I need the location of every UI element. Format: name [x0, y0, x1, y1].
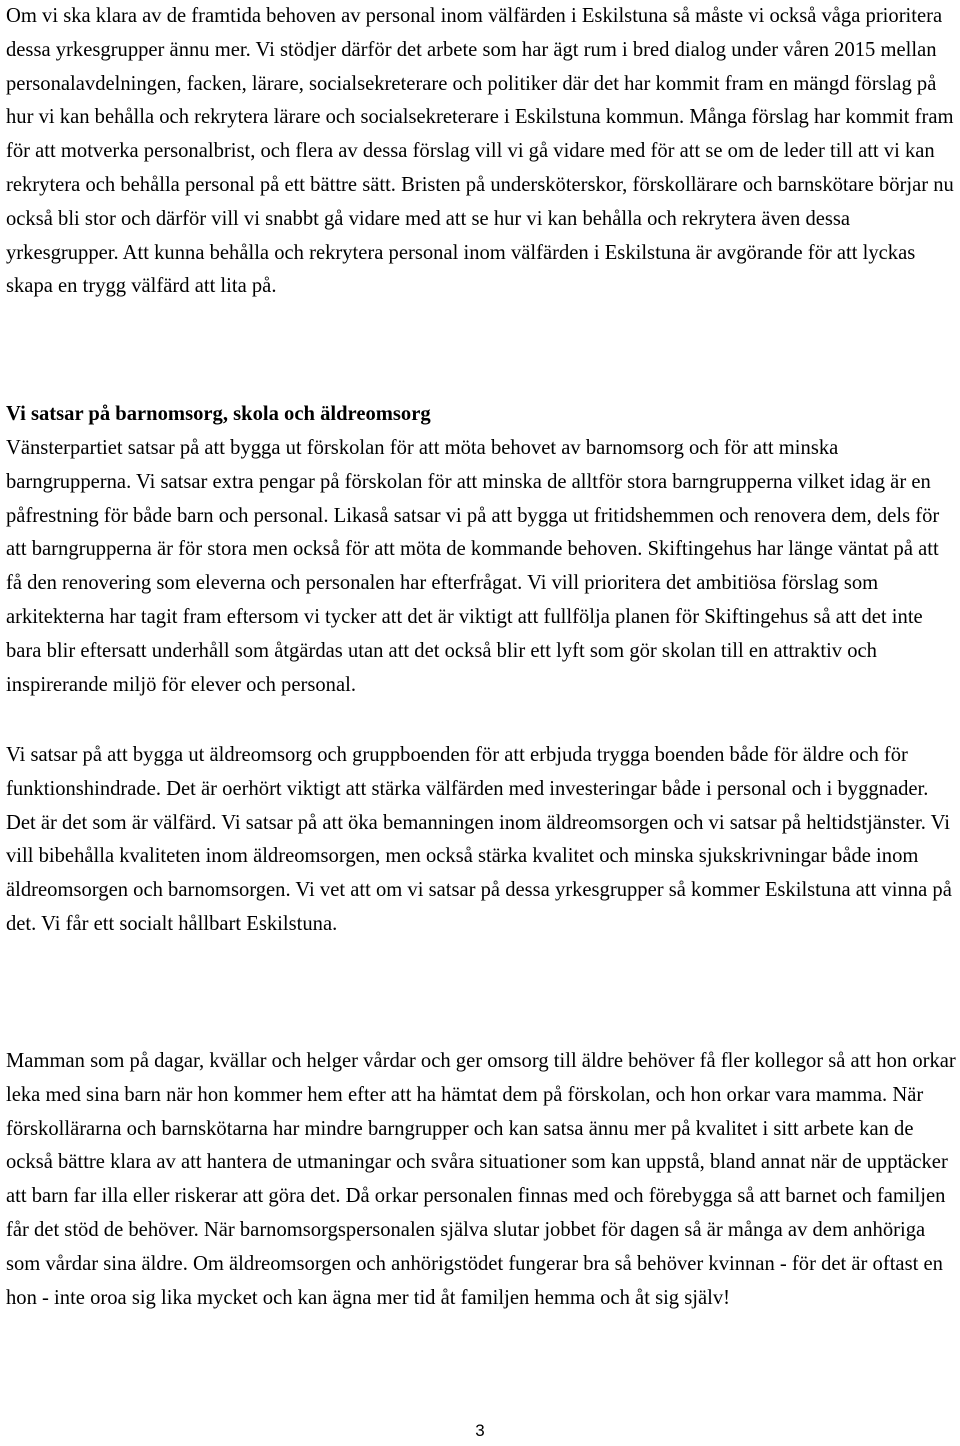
- section-heading: Vi satsar på barnomsorg, skola och äldreomsorg: [6, 403, 431, 425]
- body-paragraph-mother: Mamman som på dagar, kvällar och helger vårdar och ger omsorg till äldre behöver få fler kollegor så att hon orkar leka med sina barn när hon kommer hem efter att ha hämtat dem på förskolan, och hon orkar vara mamma. När förskollärarna och barnskötarna har mindre barngrupper och kan satsa ännu mer på kvalitet i sitt arbete kan de också bättre klara av att hantera de utmaningar och svåra situationer som kan uppstå, bland annat när de upptäcker att barn far illa eller riskerar att göra det. Då orkar personalen finnas med och förebygga så att barnet och familjen får det stöd de behöver. När barnomsorgspersonalen själva slutar jobbet för dagen så är många av dem anhöriga som vårdar sina äldre. Om äldreomsorgen och anhörigstödet fungerar bra så behöver kvinnan - för det är oftast en hon - inte oroa sig lika mycket och kan ägna mer tid åt familjen hemma och åt sig själv!: [6, 1050, 956, 1309]
- body-paragraph-staffing: Om vi ska klara av de framtida behoven av personal inom välfärden i Eskilstuna så måste vi också våga prioritera dessa yrkesgrupper ännu mer. Vi stödjer därför det arbete som har ägt rum i bred dialog under våren 2015 mellan personalavdelningen, facken, lärare, socialsekreterare och politiker där det har kommit fram en mängd förslag på hur vi kan behålla och rekrytera lärare och socialsekreterare i Eskilstuna kommun. Många förslag har kommit fram för att motverka personalbrist, och flera av dessa förslag vill vi gå vidare med för att se om de leder till att vi kan rekrytera och behålla personal på ett bättre sätt. Bristen på undersköterskor, förskollärare och barnskötare börjar nu också bli stor och därför vill vi snabbt gå vidare med att se hur vi kan behålla och rekrytera även dessa yrkesgrupper. Att kunna behålla och rekrytera personal inom välfärden i Eskilstuna är avgörande för att lyckas skapa en trygg välfärd att lita på.: [6, 5, 954, 298]
- body-paragraph-preschool: Vänsterpartiet satsar på att bygga ut förskolan för att möta behovet av barnomsorg och för att minska barngrupperna. Vi satsar extra pengar på förskolan för att minska de alltför stora barngrupperna vilket idag är en påfrestning för både barn och personal. Likaså satsar vi på att bygga ut fritidshemmen och renovera dem, dels för att barngrupperna är för stora men också för att möta de kommande behoven. Skiftingehus har länge väntat på att få den renovering som eleverna och personalen har efterfrågat. Vi vill prioritera det ambitiösa förslag som arkitekterna har tagit fram eftersom vi tycker att det är viktigt att fullfölja planen för Skiftingehus så att det inte bara blir eftersatt underhåll som åtgärdas utan att det också blir ett lyft som gör skolan till en attraktiv och inspirerande miljö för elever och personal.: [6, 437, 940, 696]
- body-paragraph-elderly-care: Vi satsar på att bygga ut äldreomsorg och gruppboenden för att erbjuda trygga boenden både för äldre och för funktionshindrade. Det är oerhört viktigt att stärka välfärden med investeringar både i personal och i byggnader. Det är det som är välfärd. Vi satsar på att öka bemanningen inom äldreomsorgen och vi satsar på heltidstjänster. Vi vill bibehålla kvaliteten inom äldreomsorgen, men också stärka kvalitet och minska sjukskrivningar både inom äldreomsorgen och barnomsorgen. Vi vet att om vi satsar på dessa yrkesgrupper så kommer Eskilstuna att vinna på det. Vi får ett socialt hållbart Eskilstuna.: [6, 744, 952, 935]
- page-number: 3: [475, 1421, 485, 1440]
